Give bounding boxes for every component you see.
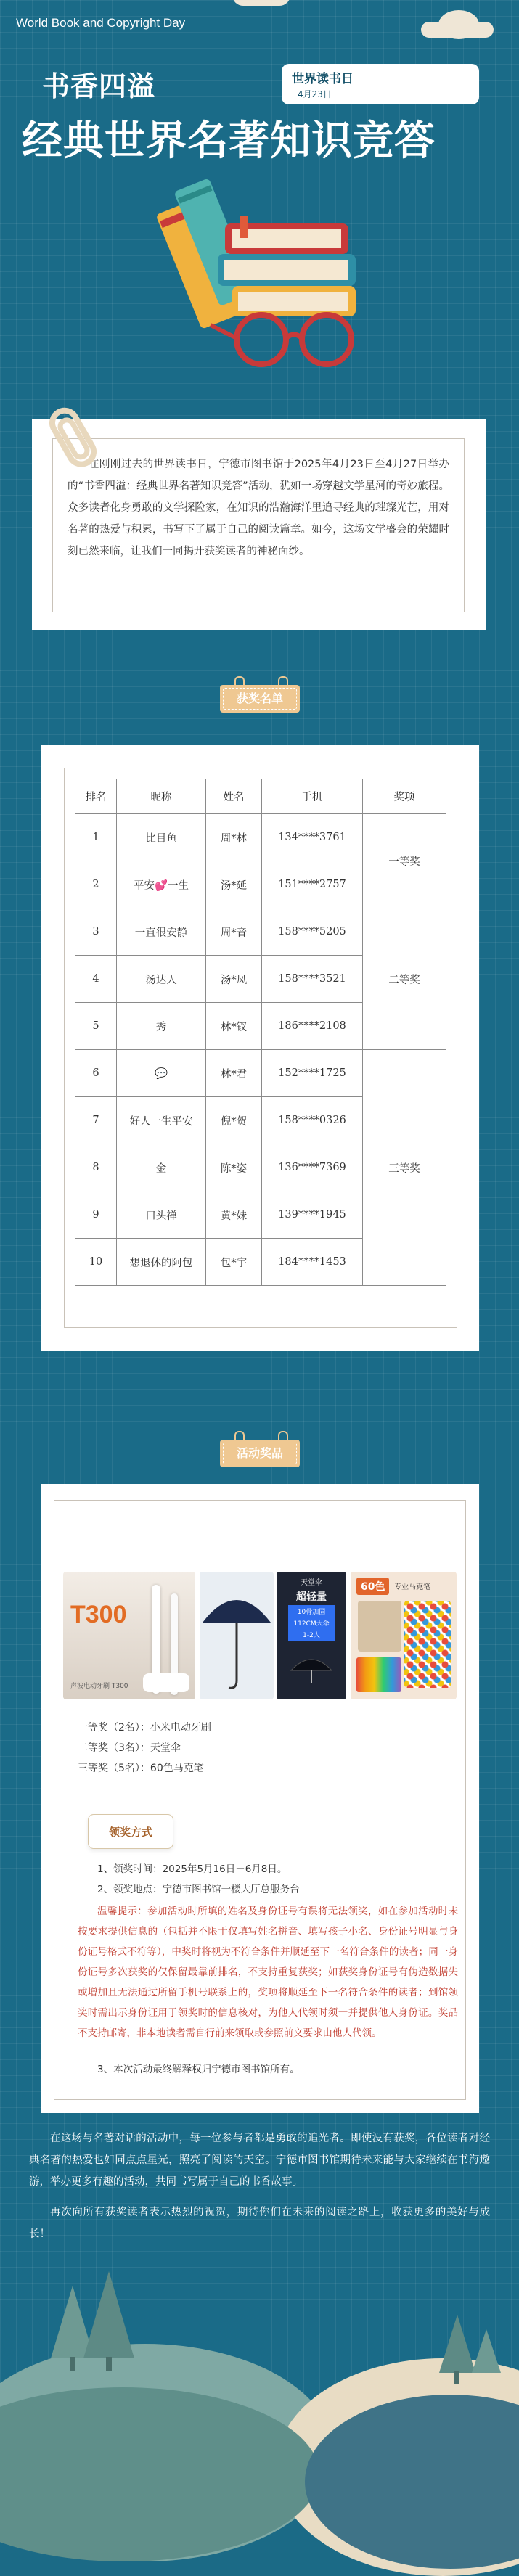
title-small: 书香四溢 — [42, 70, 156, 102]
header-award: 奖项 — [363, 779, 446, 814]
phone: 158****3521 — [262, 956, 363, 1003]
umbrella-icon — [200, 1572, 274, 1699]
toothbrush-caption: 声波电动牙刷 T300 — [70, 1683, 128, 1690]
name: 周*音 — [206, 908, 262, 956]
prizes-tag-label: 活动奖品 — [236, 1446, 283, 1460]
markers-image — [351, 1572, 457, 1699]
prizes-frame — [54, 1500, 466, 2100]
nickname: 比目鱼 — [117, 814, 206, 861]
header-nickname: 昵称 — [117, 779, 206, 814]
award-third: 三等奖 — [363, 1050, 446, 1286]
name: 黄*妹 — [206, 1191, 262, 1239]
outro-paragraph-2: 再次向所有获奖读者表示热烈的祝贺，期待你们在未来的阅读之路上，收获更多的美好与成长！ — [29, 2207, 490, 2240]
intro-frame — [52, 438, 465, 612]
name: 倪*贺 — [206, 1097, 262, 1144]
phone: 152****1725 — [262, 1050, 363, 1097]
phone: 139****1945 — [262, 1191, 363, 1239]
outro — [29, 2128, 490, 2245]
nickname: 一直很安静 — [117, 908, 206, 956]
umbrella-open-icon — [290, 1652, 333, 1688]
header-rank: 排名 — [75, 779, 117, 814]
name: 汤*延 — [206, 861, 262, 908]
rank: 6 — [75, 1050, 117, 1097]
award-first: 一等奖 — [363, 814, 446, 908]
prize-item-first: 一等奖（2名）：小米电动牙刷 — [78, 1722, 211, 1734]
name: 林*钗 — [206, 1003, 262, 1050]
winners-tag — [220, 676, 300, 713]
rank: 3 — [75, 908, 117, 956]
phone: 186****2108 — [262, 1003, 363, 1050]
title-big: 经典世界名著知识竞答 — [22, 118, 436, 165]
phone: 136****7369 — [262, 1144, 363, 1191]
umbrella-light: 超轻量 — [296, 1591, 327, 1603]
umbrella-size: 112CM大伞 — [288, 1617, 335, 1629]
umbrella-ribs: 10骨加固 — [288, 1605, 335, 1617]
phone: 184****1453 — [262, 1239, 363, 1286]
phone: 134****3761 — [262, 814, 363, 861]
toothbrush-model: T300 — [70, 1601, 127, 1628]
markers-sub: 专业马克笔 — [394, 1583, 430, 1591]
nickname: 想退休的阿包 — [117, 1239, 206, 1286]
rank: 8 — [75, 1144, 117, 1191]
badge — [282, 64, 479, 104]
badge-title: 世界读书日 — [292, 72, 354, 86]
name: 陈*姿 — [206, 1144, 262, 1191]
markers-pens — [356, 1657, 401, 1692]
umbrella-people: 1-2人 — [288, 1628, 335, 1641]
table-header-row — [75, 779, 446, 814]
rule-time: 1、领奖时间：2025年5月16日－6月8日。 — [97, 1863, 287, 1875]
rank: 5 — [75, 1003, 117, 1050]
nickname: 汤达人 — [117, 956, 206, 1003]
umbrella-image — [200, 1572, 274, 1699]
books-illustration — [131, 165, 392, 398]
table-row — [75, 814, 446, 861]
phone: 158****0326 — [262, 1097, 363, 1144]
claim-method-tab — [88, 1814, 173, 1849]
nickname: 💬 — [117, 1050, 206, 1097]
name: 汤*凤 — [206, 956, 262, 1003]
name: 林*君 — [206, 1050, 262, 1097]
toothbrush-image — [63, 1572, 195, 1699]
intro-text: 在刚刚过去的世界读书日，宁德市图书馆于2025年4月23日至4月27日举办的“书香四溢：经典世界名著知识竞答”活动，犹如一场穿越文学星河的奇妙旅程。众多读者化身勇敢的文学探险家，在知识的浩瀚海洋里追寻经典的璀璨光芒，用对名著的热爱与积累，书写下了属于自己的阅读篇章。如今，这场文学盛会的荣耀时刻已然来临，让我们一同揭开获奖读者的神秘面纱。 — [68, 459, 449, 557]
prizes-card — [41, 1484, 479, 2113]
table-row — [75, 908, 446, 956]
header-phone: 手机 — [262, 779, 363, 814]
nickname: 好人一生平安 — [117, 1097, 206, 1144]
winners-card — [41, 745, 479, 1351]
toothbrush-base — [143, 1673, 189, 1692]
name: 包*宇 — [206, 1239, 262, 1286]
award-second: 二等奖 — [363, 908, 446, 1050]
rank: 7 — [75, 1097, 117, 1144]
markers-box — [358, 1601, 401, 1652]
prizes-tag — [220, 1431, 300, 1467]
trees-right — [428, 2308, 508, 2387]
winners-tag-label: 获奖名单 — [236, 692, 283, 705]
rule-final: 3、本次活动最终解释权归宁德市图书馆所有。 — [97, 2064, 300, 2075]
cloud-top-right-puff — [438, 10, 479, 39]
rank: 10 — [75, 1239, 117, 1286]
paperclip-icon — [42, 401, 107, 480]
badge-date: 4月23日 — [298, 89, 332, 99]
prize-item-third: 三等奖（5名）：60色马克笔 — [78, 1763, 204, 1774]
trees-left — [44, 2271, 160, 2373]
rank: 2 — [75, 861, 117, 908]
umbrella-box-image — [277, 1572, 346, 1699]
winners-table — [75, 779, 446, 1286]
rank: 9 — [75, 1191, 117, 1239]
nickname: 口头禅 — [117, 1191, 206, 1239]
rule-place: 2、领奖地点：宁德市图书馆一楼大厅总服务台 — [97, 1884, 300, 1895]
phone: 151****2757 — [262, 861, 363, 908]
phone: 158****5205 — [262, 908, 363, 956]
nickname: 秀 — [117, 1003, 206, 1050]
top-cloud — [232, 0, 290, 6]
nickname: 金 — [117, 1144, 206, 1191]
winners-frame — [64, 768, 457, 1328]
umbrella-brand: 天堂伞 — [301, 1579, 322, 1587]
nickname: 平安💕一生 — [117, 861, 206, 908]
top-label: World Book and Copyright Day — [16, 16, 186, 30]
rank: 4 — [75, 956, 117, 1003]
header-name: 姓名 — [206, 779, 262, 814]
outro-paragraph-1: 在这场与名著对话的活动中，每一位参与者都是勇敢的追光者。即使没有获奖，各位读者对经典名著的热爱也如同点点星光，照亮了阅读的天空。宁德市图书馆期待未来能与大家继续在书海遨游，举办更多有趣的活动，共同书写属于自己的书香故事。 — [29, 2133, 490, 2188]
warm-reminder: 温馨提示：参加活动时所填的姓名及身份证号有误将无法领奖，如在参加活动时未按要求提供信息的（包括并不限于仅填写姓名拼音、填写孩子小名、身份证号明显与身份证号格式不符等），中奖时将视为不符合条件并顺延至下一名符合条件的读者；同一身份证号多次获奖的仅保留最靠前排名，不支持重复获奖；如获奖身份证号有伪造数据失或增加且无法通过所留手机号联系上的，奖项将顺延至下一名符合条件的读者；到馆领奖时需出示身份证用于领奖时的信息核对，为他人代领时须一并提供他人身份证。奖品不支持邮寄，非本地读者需自行前来领取或参照前文要求由他人代领。 — [78, 1906, 458, 2039]
markers-count: 60色 — [356, 1578, 389, 1595]
markers-palette — [404, 1601, 451, 1688]
name: 周*林 — [206, 814, 262, 861]
rank: 1 — [75, 814, 117, 861]
prize-item-second: 二等奖（3名）：天堂伞 — [78, 1742, 181, 1754]
claim-method-label: 领奖方式 — [108, 1826, 152, 1839]
table-row — [75, 1050, 446, 1097]
